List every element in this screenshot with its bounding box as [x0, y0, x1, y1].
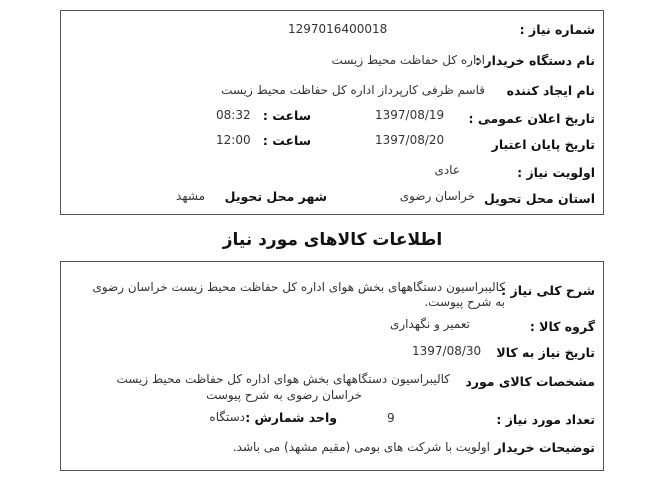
province-label: استان محل تحویل: [483, 191, 595, 206]
buyer-notes-value: اولویت با شرکت های بومی (مقیم مشهد) می باشد.: [232, 440, 490, 454]
buyer-notes-label: توضیحات خریدار: [494, 440, 595, 455]
buyer-org-label: نام دستگاه خریدار :: [475, 53, 595, 68]
public-announce-date: 1397/08/19: [375, 108, 445, 122]
need-date-label: تاریخ نیاز به کالا: [496, 345, 595, 360]
need-date-value: 1397/08/30: [412, 344, 482, 358]
general-desc-label: شرح کلی نیاز :: [501, 283, 595, 298]
time-label-2: ساعت :: [262, 133, 311, 148]
quantity-label: تعداد مورد نیاز :: [496, 412, 595, 427]
city-value: مشهد: [176, 189, 205, 203]
creator-value: قاسم ظرفی کارپرداز اداره کل حفاظت محیط زیست: [221, 83, 485, 97]
general-desc-line1: کالیبراسیون دستگاههای بخش هوای اداره کل حفاظت محیط زیست خراسان رضوی: [92, 280, 505, 294]
creator-label: نام ایجاد کننده: [506, 83, 595, 98]
section-title: اطلاعات کالاهای مورد نیاز: [222, 230, 443, 250]
city-label: شهر محل تحویل: [224, 189, 327, 204]
buyer-org-value: اداره کل حفاظت محیط زیست: [331, 53, 485, 67]
goods-group-value: تعمیر و نگهداری: [389, 317, 470, 331]
specs-label: مشخصات کالای مورد: [465, 374, 595, 389]
time-value-1: 08:32: [216, 108, 251, 122]
validity-end-date: 1397/08/20: [375, 133, 445, 147]
province-value: خراسان رضوی: [399, 189, 475, 203]
unit-label: واحد شمارش :: [245, 410, 337, 425]
public-announce-label: تاریخ اعلان عمومی :: [468, 111, 595, 126]
goods-group-label: گروه کالا :: [529, 319, 595, 334]
time-label-1: ساعت :: [262, 108, 311, 123]
general-desc-line2: به شرح پیوست.: [424, 295, 505, 309]
need-number-value: 1297016400018: [288, 22, 388, 36]
unit-value: دستگاه: [209, 410, 245, 424]
priority-value: عادی: [434, 163, 460, 177]
need-number-label: شماره نیاز :: [519, 22, 595, 37]
validity-end-label: تاریخ پایان اعتبار: [491, 137, 595, 152]
time-value-2: 12:00: [216, 133, 251, 147]
quantity-value: 9: [387, 411, 395, 425]
specs-line1: کالیبراسیون دستگاههای بخش هوای اداره کل حفاظت محیط زیست: [116, 372, 450, 386]
priority-label: اولویت نیاز :: [517, 165, 595, 180]
specs-line2: خراسان رضوی به شرح پیوست: [206, 388, 362, 402]
